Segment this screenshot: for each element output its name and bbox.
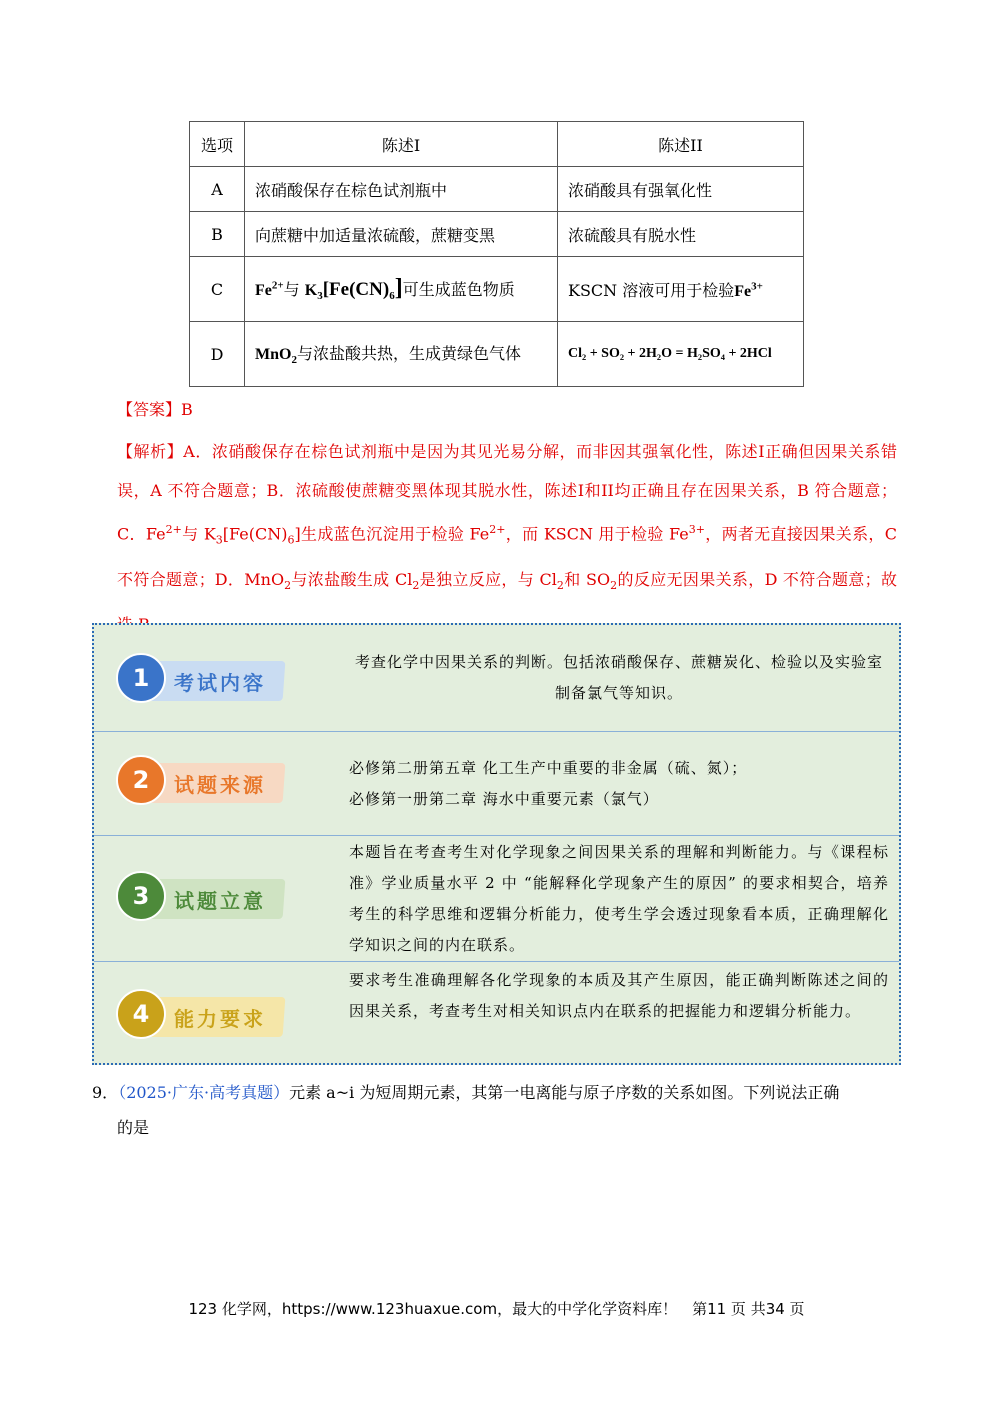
table-row [190, 212, 804, 257]
badge-label: 试题立意 [174, 889, 266, 913]
statement-1: 浓硝酸保存在棕色试剂瓶中 [245, 167, 558, 212]
option-label: C [190, 257, 245, 322]
statement-1: 向蔗糖中加适量浓硫酸，蔗糖变黑 [245, 212, 558, 257]
option-label: D [190, 322, 245, 387]
table-header-row [190, 122, 804, 167]
statement-2: 浓硝酸具有强氧化性 [558, 167, 804, 212]
explanation: 【解析】A．浓硝酸保存在棕色试剂瓶中是因为其见光易分解，而非因其强氧化性，陈述I正确但因果关系错误，A 不符合题意；B．浓硫酸使蔗糖变黑体现其脱水性，陈述I和II均正确且存在因果关系，B 符合题意；C．$Fe^{2+}$与 $K_3[Fe(CN)_6]$生成蓝色沉淀用于检验 $Fe^{2+}$，而 KSCN 用于检验 $Fe^{3+}$，两者无直接因果关系，C 不符合题意；D．MnO$_2$与浓盐酸生成 $Cl_2$是独立反应，与 $Cl_2$和 $SO_2$的反应无因果关系，D 不符合题意；故 [117, 442, 897, 592]
statement-1: MnO$_2$与浓盐酸共热，生成黄绿色气体 [245, 322, 558, 387]
option-label: A [190, 167, 245, 212]
number-3-icon: 3 [116, 871, 166, 921]
analysis-text: 必修第二册第五章 化工生产中重要的非金属（硫、氮）； 必修第一册第二章 海水中重要元素（氯气） [349, 759, 748, 808]
badge-label: 能力要求 [174, 1007, 266, 1031]
answer: 【答案】B [117, 400, 193, 419]
question-source: （2025·广东·高考真题） [118, 1083, 290, 1102]
header-statement-2: 陈述II [558, 122, 804, 167]
option-label: B [190, 212, 245, 257]
analysis-section-exam-content [94, 625, 899, 732]
badge-ability [116, 989, 286, 1041]
number-2-icon: 2 [116, 755, 166, 805]
table-row [190, 322, 804, 387]
table-row [190, 257, 804, 322]
badge-label: 试题来源 [174, 773, 266, 797]
analysis-section-intent [94, 835, 899, 962]
number-4-icon: 4 [116, 989, 166, 1039]
question-9 [92, 1075, 902, 1145]
badge-source [116, 755, 286, 807]
header-statement-1: 陈述I [245, 122, 558, 167]
statement-2: KSCN 溶液可用于检验$Fe^{3+}$ [558, 257, 804, 322]
question-text-continued: 的是 [117, 1118, 150, 1137]
question-text: 元素 a~i 为短周期元素，其第一电离能与原子序数的关系如图。下列说法正确 [289, 1083, 840, 1102]
options-table [189, 121, 804, 387]
badge-label: 考试内容 [174, 671, 266, 695]
header-option: 选项 [190, 122, 245, 167]
page-footer: 123 化学网，https://www.123huaxue.com，最大的中学化学资料库！ 第11 页 共34 页 [188, 1300, 805, 1318]
statement-2: Cl₂ + SO₂ + 2H₂O = H₂SO₄ + 2HCl [558, 322, 804, 387]
question-number: 9． [92, 1083, 119, 1102]
analysis-text: 考查化学中因果关系的判断。包括浓硝酸保存、蔗糖炭化、检验以及实验室制备氯气等知识。 [354, 653, 883, 702]
statement-2: 浓硫酸具有脱水性 [558, 212, 804, 257]
table-row [190, 167, 804, 212]
analysis-box [92, 623, 901, 1065]
analysis-section-source [94, 731, 899, 836]
analysis-text: 本题旨在考查考生对化学现象之间因果关系的理解和判断能力。与《课程标准》学业质量水平 2 中 “能解释化学现象产生的原因” 的要求相契合，培养考生的科学思维和逻辑分析能力，使考生学会透过现象看本质，正确理解化学知识之间的内在联系。 [349, 843, 889, 954]
number-1-icon: 1 [116, 653, 166, 703]
badge-intent [116, 871, 286, 923]
statement-1: $Fe^{2+}$与 $K_3[Fe(CN)_6]$可生成蓝色物质 [245, 257, 558, 322]
analysis-text: 要求考生准确理解各化学现象的本质及其产生原因，能正确判断陈述之间的因果关系，考查考生对相关知识点内在联系的把握能力和逻辑分析能力。 [349, 971, 889, 1020]
badge-exam-content [116, 653, 286, 705]
analysis-section-ability [94, 961, 899, 1065]
